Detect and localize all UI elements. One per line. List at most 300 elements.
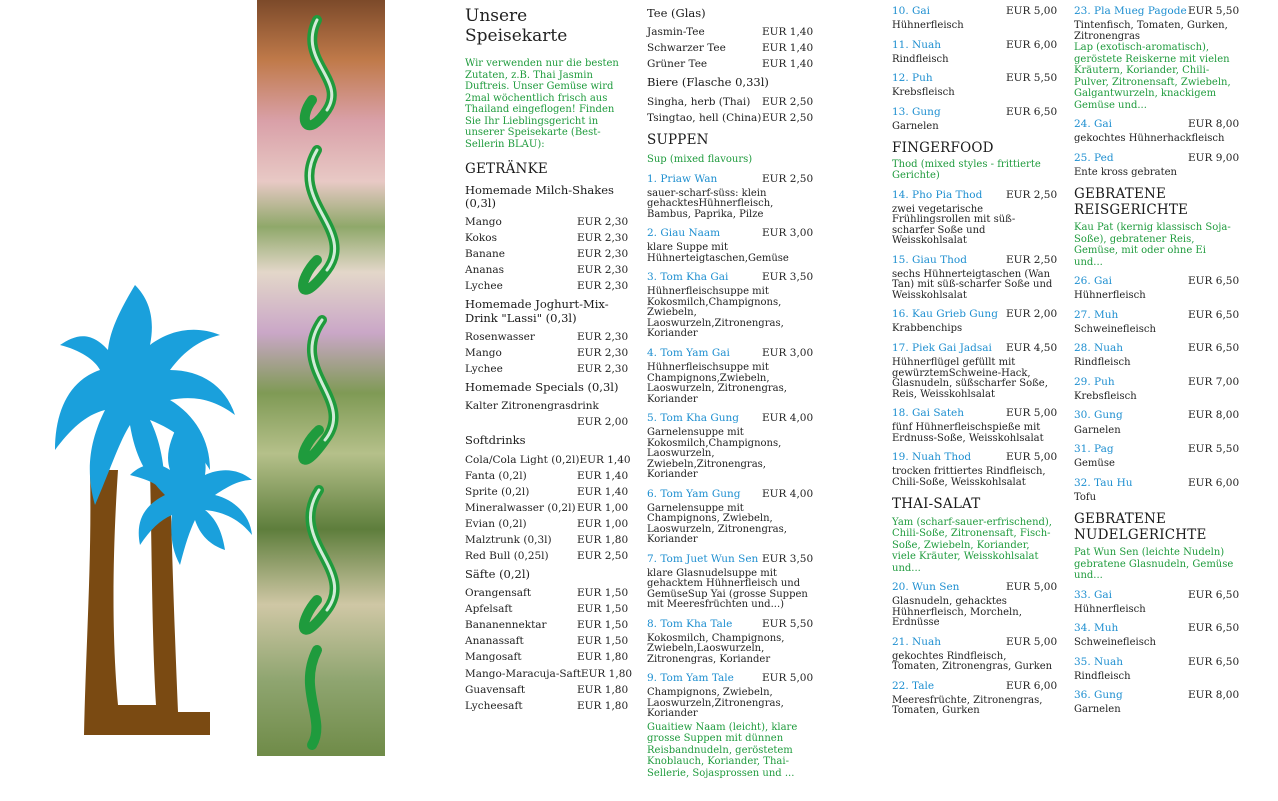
dish-price: EUR 5,00 bbox=[1006, 581, 1058, 594]
item-price: EUR 2,30 bbox=[577, 232, 629, 245]
dish-name: 12. Puh bbox=[892, 72, 933, 85]
dish-header bbox=[1074, 375, 1240, 388]
dish-header bbox=[892, 72, 1058, 85]
dish-description: Garnelensuppe mit Champignons, Zwiebeln, Laoswurzeln, Zitronengras, Koriander bbox=[647, 502, 787, 546]
section-heading-fried-rice: GEBRATENE REISGERICHTE bbox=[1074, 186, 1189, 218]
item-price: EUR 2,00 bbox=[577, 416, 629, 429]
dish-description: Glasnudeln, gehacktes Hühnerfleisch, Morcheln, Erdnüsse bbox=[892, 596, 1022, 629]
dish-item bbox=[1074, 443, 1240, 470]
food-photo-strip bbox=[257, 0, 385, 756]
palm-crown bbox=[55, 285, 252, 565]
menu-item bbox=[465, 469, 629, 482]
dish-name: 1. Priaw Wan bbox=[647, 172, 718, 185]
soups-continued-list bbox=[892, 5, 1058, 132]
dish-item bbox=[1074, 622, 1240, 649]
item-price: EUR 2,50 bbox=[577, 549, 629, 562]
dish-name: 32. Tau Hu bbox=[1074, 476, 1133, 489]
dish-price: EUR 6,00 bbox=[1006, 38, 1058, 51]
section-subtext-fried-rice: Kau Pat (kernig klassisch Soja-Soße), gebratener Reis, Gemüse, mit oder ohne Ei und... bbox=[1074, 222, 1231, 268]
dish-item bbox=[1074, 5, 1240, 42]
dish-price: EUR 9,00 bbox=[1188, 151, 1240, 164]
menu-column-2 bbox=[647, 0, 814, 779]
dish-price: EUR 5,00 bbox=[1006, 635, 1058, 648]
dish-description: Gemüse bbox=[1074, 458, 1115, 470]
menu-item bbox=[465, 416, 629, 429]
dish-price: EUR 6,50 bbox=[1188, 275, 1240, 288]
fried-noodles-list bbox=[1074, 588, 1240, 716]
dish-item bbox=[1074, 655, 1240, 683]
item-price: EUR 1,80 bbox=[577, 651, 629, 664]
dish-description: klare Suppe mit Hühnerteigtaschen,Gemüse bbox=[647, 242, 789, 264]
menu-column-3 bbox=[892, 0, 1058, 717]
item-name: Lychee bbox=[465, 362, 503, 375]
menu-item bbox=[465, 667, 633, 680]
dish-item bbox=[892, 5, 1058, 32]
dish-price: EUR 5,00 bbox=[762, 672, 814, 685]
menu-item bbox=[465, 346, 629, 359]
item-name: Orangensaft bbox=[465, 587, 532, 600]
section-heading-drinks: GETRÄNKE bbox=[465, 161, 548, 178]
dish-price: EUR 5,50 bbox=[762, 617, 814, 630]
menu-item bbox=[465, 453, 631, 466]
dish-item bbox=[647, 617, 814, 666]
dish-header bbox=[892, 581, 1058, 594]
dish-name: 27. Muh bbox=[1074, 308, 1119, 321]
page-title: Unsere Speisekarte bbox=[465, 6, 568, 46]
dish-price: EUR 4,00 bbox=[762, 487, 814, 500]
dish-header bbox=[1074, 655, 1240, 668]
menu-item bbox=[465, 485, 629, 498]
item-price: EUR 1,50 bbox=[577, 587, 629, 600]
item-name: Ananas bbox=[465, 264, 505, 277]
dish-description: Hühnerfleisch bbox=[892, 20, 964, 32]
dish-header bbox=[892, 341, 1058, 354]
dish-item bbox=[892, 72, 1058, 99]
dish-item bbox=[892, 341, 1058, 400]
dish-description: klare Glasnudelsuppe mit gehacktem Hühnerfleisch und GemüseSup Yai (grosse Suppen mit Meeresfrüchten und...) bbox=[647, 567, 808, 611]
dish-price: EUR 6,50 bbox=[1006, 105, 1058, 118]
dish-item bbox=[892, 407, 1058, 444]
guaitiew-description: Guaitiew Naam (leicht), klare grosse Suppen mit dünnen Reisbandnudeln, geröstetem Knoblauch, Koriander, Thai-Sellerie, Sojasprossen und ... bbox=[647, 721, 798, 779]
decoration-area bbox=[0, 0, 400, 797]
dish-name: 26. Gai bbox=[1074, 275, 1113, 288]
item-name: Mangosaft bbox=[465, 651, 522, 664]
dish-header bbox=[647, 227, 814, 240]
dish-price: EUR 8,00 bbox=[1188, 118, 1240, 131]
dish-item bbox=[1074, 375, 1240, 403]
dish-name: 20. Wun Sen bbox=[892, 581, 960, 594]
dish-header bbox=[647, 412, 814, 425]
section-heading-fingerfood: FINGERFOOD bbox=[892, 140, 994, 157]
item-price: EUR 1,40 bbox=[579, 453, 631, 466]
menu-column-1 bbox=[465, 0, 633, 716]
dish-price: EUR 4,50 bbox=[1006, 341, 1058, 354]
dish-item bbox=[892, 581, 1058, 629]
item-price: EUR 1,40 bbox=[577, 469, 629, 482]
menu-item bbox=[465, 362, 629, 375]
dish-description: Rindfleisch bbox=[1074, 670, 1131, 682]
beer-list bbox=[647, 95, 814, 124]
menu-item bbox=[465, 619, 629, 632]
item-price: EUR 1,50 bbox=[577, 619, 629, 632]
dish-description: Kokosmilch, Champignons, Zwiebeln,Laoswurzeln, Zitronengras, Koriander bbox=[647, 632, 785, 665]
dish-description: Ente kross gebraten bbox=[1074, 166, 1177, 178]
dish-header bbox=[892, 679, 1058, 692]
dish-description: gekochtes Hühnerhackfleisch bbox=[1074, 133, 1225, 145]
dish-price: EUR 5,00 bbox=[1006, 407, 1058, 420]
menu-item bbox=[647, 111, 814, 124]
section-subtext-soups: Sup (mixed flavours) bbox=[647, 154, 753, 166]
dish-name: 15. Giau Thod bbox=[892, 253, 967, 266]
dish-price: EUR 2,50 bbox=[762, 172, 814, 185]
dish-name: 11. Nuah bbox=[892, 38, 942, 51]
dish-description: zwei vegetarische Frühlingsrollen mit süß-scharfer Soße und Weisskohlsalat bbox=[892, 203, 1016, 247]
dish-name: 8. Tom Kha Tale bbox=[647, 617, 733, 630]
lap-description: Lap (exotisch-aromatisch), geröstete Reiskerne mit vielen Kräutern, Koriander, Chili-Pulver, Zitronensaft, Zwiebeln, Galgantwurzeln, knackigem Gemüse und... bbox=[1074, 42, 1231, 111]
dish-header bbox=[1074, 308, 1240, 321]
item-name: Kalter Zitronengrasdrink bbox=[465, 400, 599, 413]
dish-header bbox=[1074, 622, 1240, 635]
dish-header bbox=[647, 617, 814, 630]
dish-description: trocken frittiertes Rindfleisch, Chili-Soße, Weisskohlsalat bbox=[892, 466, 1046, 488]
dish-description: sauer-scharf-süss: klein gehacktesHühnerfleisch, Bambus, Paprika, Pilze bbox=[647, 187, 774, 220]
dish-description: Krabbenchips bbox=[892, 323, 963, 335]
intro-text: Wir verwenden nur die besten Zutaten, z.B. Thai Jasmin Duftreis. Unser Gemüse wird 2mal wöchentlich frisch aus Thailand eingeflogen! Finden Sie Ihr Lieblingsgericht in unserer Speisekarte (Best-Sellerin BLAU): bbox=[465, 58, 619, 150]
item-price: EUR 1,80 bbox=[577, 683, 629, 696]
dish-header bbox=[1074, 342, 1240, 355]
dish-header bbox=[1074, 151, 1240, 164]
soups-list bbox=[647, 172, 814, 720]
dish-description: Krebsfleisch bbox=[892, 87, 955, 99]
dish-item bbox=[1074, 342, 1240, 369]
dish-description: Garnelensuppe mit Kokosmilch,Champignons, Laoswurzeln, Zwiebeln,Zitronengras, Koriander bbox=[647, 427, 782, 481]
dish-header bbox=[1074, 476, 1240, 489]
item-name: Schwarzer Tee bbox=[647, 42, 726, 55]
dish-name: 16. Kau Grieb Gung bbox=[892, 308, 998, 321]
dish-name: 6. Tom Yam Gung bbox=[647, 487, 741, 500]
dish-description: Tintenfisch, Tomaten, Gurken, Zitronengras bbox=[1074, 20, 1228, 42]
dish-name: 25. Ped bbox=[1074, 151, 1114, 164]
dish-description: Hühnerfleisch bbox=[1074, 290, 1146, 302]
menu-item bbox=[465, 232, 629, 245]
dish-header bbox=[647, 487, 814, 500]
menu-item bbox=[465, 651, 629, 664]
dish-header bbox=[647, 552, 814, 565]
item-name: Malztrunk (0,3l) bbox=[465, 533, 552, 546]
dish-header bbox=[647, 271, 814, 284]
menu-item bbox=[647, 42, 814, 55]
dish-header bbox=[892, 5, 1058, 17]
item-price: EUR 2,30 bbox=[577, 248, 629, 261]
dish-description: gekochtes Rindfleisch, Tomaten, Zitronengras, Gurken bbox=[892, 650, 1053, 673]
dish-price: EUR 8,00 bbox=[1188, 409, 1240, 422]
item-name: Singha, herb (Thai) bbox=[647, 95, 751, 108]
item-price: EUR 1,40 bbox=[762, 26, 814, 39]
dish-item bbox=[892, 679, 1058, 717]
dish-item bbox=[1074, 118, 1240, 145]
dish-price: EUR 5,50 bbox=[1006, 72, 1058, 85]
dish-name: 23. Pla Mueg Pagode bbox=[1074, 5, 1187, 17]
fingerfood-list bbox=[892, 188, 1058, 488]
menu-item bbox=[465, 603, 629, 616]
item-name: Mango-Maracuja-Saft bbox=[465, 667, 581, 680]
item-name: Guavensaft bbox=[465, 683, 526, 696]
section-heading-fried-noodles: GEBRATENE NUDELGERICHTE bbox=[1074, 511, 1207, 543]
menu-item bbox=[465, 533, 629, 546]
item-name: Red Bull (0,25l) bbox=[465, 549, 549, 562]
dish-price: EUR 5,00 bbox=[1006, 451, 1058, 464]
item-price: EUR 1,50 bbox=[577, 603, 629, 616]
dish-price: EUR 3,00 bbox=[762, 227, 814, 240]
dish-header bbox=[1074, 588, 1240, 601]
dish-description: Rindfleisch bbox=[1074, 357, 1131, 369]
dish-item bbox=[647, 271, 814, 340]
item-name: Rosenwasser bbox=[465, 330, 535, 343]
dish-name: 22. Tale bbox=[892, 679, 935, 692]
dish-price: EUR 3,50 bbox=[762, 552, 814, 565]
dish-header bbox=[1074, 443, 1240, 456]
dish-header bbox=[647, 672, 814, 685]
dish-name: 17. Piek Gai Jadsai bbox=[892, 341, 992, 354]
dish-item bbox=[647, 227, 814, 264]
subheading-milk-shakes: Homemade Milch-Shakes (0,3l) bbox=[465, 182, 614, 210]
item-name: Apfelsaft bbox=[465, 603, 513, 616]
dish-name: 4. Tom Yam Gai bbox=[647, 346, 730, 359]
menu-item bbox=[465, 264, 629, 277]
dish-header bbox=[647, 346, 814, 359]
dish-price: EUR 4,00 bbox=[762, 412, 814, 425]
milk-shakes-list bbox=[465, 216, 629, 293]
menu-item bbox=[465, 330, 629, 343]
menu-item bbox=[465, 683, 629, 696]
dish-description: Champignons, Zwiebeln, Laoswurzeln,Zitronengras, Koriander bbox=[647, 687, 784, 720]
dish-item bbox=[892, 188, 1058, 247]
dish-name: 14. Pho Pia Thod bbox=[892, 188, 983, 201]
dish-item bbox=[647, 672, 814, 720]
dish-header bbox=[1074, 689, 1240, 702]
item-name: Lychee bbox=[465, 280, 503, 293]
menu-column-4 bbox=[1074, 0, 1240, 716]
menu-item bbox=[465, 501, 629, 514]
thai-salad-list bbox=[892, 581, 1058, 717]
dish-description: Garnelen bbox=[1074, 424, 1121, 436]
menu-item bbox=[465, 400, 625, 412]
dish-name: 5. Tom Kha Gung bbox=[647, 412, 739, 425]
item-name: Mango bbox=[465, 346, 502, 359]
dish-description: fünf Hühnerfleischspieße mit Erdnuss-Soße, Weisskohlsalat bbox=[892, 422, 1044, 444]
dish-price: EUR 8,00 bbox=[1188, 689, 1240, 702]
item-price: EUR 1,40 bbox=[762, 58, 814, 71]
menu-item bbox=[465, 248, 629, 261]
dish-price: EUR 5,00 bbox=[1006, 5, 1058, 17]
item-name: Lycheesaft bbox=[465, 699, 523, 712]
item-price: EUR 1,00 bbox=[577, 501, 629, 514]
item-name: Kokos bbox=[465, 232, 497, 245]
menu-item bbox=[465, 549, 629, 562]
item-name: Banane bbox=[465, 248, 505, 261]
dish-price: EUR 2,00 bbox=[1006, 308, 1058, 321]
softdrinks-list bbox=[465, 453, 631, 562]
menu-item bbox=[465, 635, 629, 648]
dish-item bbox=[647, 412, 814, 481]
item-price: EUR 1,40 bbox=[577, 485, 629, 498]
item-price: EUR 1,00 bbox=[577, 517, 629, 530]
dish-header bbox=[892, 407, 1058, 420]
dish-header bbox=[892, 105, 1058, 118]
dish-price: EUR 6,50 bbox=[1188, 342, 1240, 355]
dish-header bbox=[1074, 5, 1240, 17]
item-name: Fanta (0,2l) bbox=[465, 469, 527, 482]
dish-item bbox=[892, 38, 1058, 66]
dish-description: Garnelen bbox=[892, 120, 939, 132]
item-price: EUR 2,50 bbox=[762, 95, 814, 108]
item-price: EUR 2,30 bbox=[577, 346, 629, 359]
menu-item bbox=[465, 699, 629, 712]
item-name: Jasmin-Tee bbox=[647, 26, 705, 39]
dish-header bbox=[892, 451, 1058, 464]
item-name: Evian (0,2l) bbox=[465, 517, 527, 530]
dish-name: 30. Gung bbox=[1074, 409, 1123, 422]
menu-item bbox=[465, 587, 629, 600]
dish-description: Schweinefleisch bbox=[1074, 637, 1156, 649]
subheading-juices: Säfte (0,2l) bbox=[465, 566, 531, 581]
dish-description: Hühnerfleischsuppe mit Kokosmilch,Champignons, Zwiebeln, Laoswurzeln,Zitronengras, Koriander bbox=[647, 286, 784, 340]
dish-description: sechs Hühnerteigtaschen (Wan Tan) mit süß-scharfer Soße und Weisskohlsalat bbox=[892, 268, 1053, 301]
dish-price: EUR 6,50 bbox=[1188, 622, 1240, 635]
dish-item bbox=[647, 346, 814, 405]
dish-header bbox=[892, 38, 1058, 51]
dish-price: EUR 6,50 bbox=[1188, 588, 1240, 601]
dish-header bbox=[1074, 118, 1240, 131]
dish-price: EUR 7,00 bbox=[1188, 375, 1240, 388]
dish-header bbox=[892, 188, 1058, 201]
item-name: Grüner Tee bbox=[647, 58, 708, 71]
subheading-softdrinks: Softdrinks bbox=[465, 433, 526, 448]
dish-name: 29. Puh bbox=[1074, 375, 1115, 388]
dish-header bbox=[892, 253, 1058, 266]
dish-item bbox=[892, 451, 1058, 488]
item-name: Cola/Cola Light (0,2l) bbox=[465, 453, 580, 466]
section-heading-soups: SUPPEN bbox=[647, 131, 709, 148]
dish-item bbox=[892, 253, 1058, 302]
section-subtext-thai-salad: Yam (scharf-sauer-erfrischend), Chili-Soße, Zitronensaft, Fisch-Soße, Zwiebeln, Koriander, viele Kräuter, Weisskohlsalat und... bbox=[892, 516, 1052, 574]
dish-price: EUR 3,00 bbox=[762, 346, 814, 359]
juices-list bbox=[465, 587, 633, 712]
item-price: EUR 2,30 bbox=[577, 216, 629, 229]
fried-rice-list bbox=[1074, 275, 1240, 503]
subheading-beer: Biere (Flasche 0,33l) bbox=[647, 75, 769, 90]
dish-name: 18. Gai Sateh bbox=[892, 407, 965, 420]
dish-name: 9. Tom Yam Tale bbox=[647, 672, 734, 685]
item-price: EUR 1,50 bbox=[577, 635, 629, 648]
dish-item bbox=[892, 105, 1058, 133]
menu-item bbox=[647, 26, 814, 39]
section-subtext-fingerfood: Thod (mixed styles - frittierte Gerichte) bbox=[892, 158, 1041, 182]
dish-name: 7. Tom Juet Wun Sen bbox=[647, 552, 759, 565]
dish-name: 24. Gai bbox=[1074, 118, 1113, 131]
dish-name: 34. Muh bbox=[1074, 622, 1119, 635]
dish-description: Hühnerflügel gefüllt mit gewürztemSchweine-Hack, Glasnudeln, süßscharfer Soße, Reis, Weisskohlsalat bbox=[892, 357, 1048, 400]
dish-item bbox=[1074, 308, 1240, 336]
dish-price: EUR 2,50 bbox=[1006, 253, 1058, 266]
dish-name: 35. Nuah bbox=[1074, 655, 1124, 668]
subheading-tea: Tee (Glas) bbox=[647, 6, 706, 20]
dish-description: Krebsfleisch bbox=[1074, 390, 1137, 402]
dish-item bbox=[1074, 275, 1240, 302]
dish-price: EUR 5,50 bbox=[1188, 5, 1240, 17]
item-price: EUR 2,30 bbox=[577, 330, 629, 343]
menu-item bbox=[465, 517, 629, 530]
dish-price: EUR 6,50 bbox=[1188, 655, 1240, 668]
menu-item bbox=[647, 58, 814, 71]
tea-list bbox=[647, 26, 814, 71]
dish-price: EUR 6,00 bbox=[1188, 476, 1240, 489]
lap-list bbox=[1074, 118, 1240, 178]
item-price: EUR 2,30 bbox=[577, 280, 629, 293]
salad-continued-list bbox=[1074, 5, 1240, 42]
item-name: Tsingtao, hell (China) bbox=[647, 111, 762, 124]
dish-item bbox=[647, 487, 814, 546]
item-price: EUR 2,30 bbox=[577, 264, 629, 277]
dish-name: 10. Gai bbox=[892, 5, 931, 17]
subheading-specials: Homemade Specials (0,3l) bbox=[465, 379, 619, 394]
item-price: EUR 1,40 bbox=[762, 42, 814, 55]
item-name: Mineralwasser (0,2l) bbox=[465, 501, 576, 514]
item-price: EUR 1,80 bbox=[577, 699, 629, 712]
item-price: EUR 2,50 bbox=[762, 111, 814, 124]
dish-description: Garnelen bbox=[1074, 704, 1121, 716]
dish-item bbox=[1074, 151, 1240, 179]
subheading-lassi: Homemade Joghurt-Mix-Drink "Lassi" (0,3l) bbox=[465, 297, 609, 325]
dish-name: 28. Nuah bbox=[1074, 342, 1124, 355]
dish-price: EUR 3,50 bbox=[762, 271, 814, 284]
item-price: EUR 1,80 bbox=[577, 533, 629, 546]
dish-name: 31. Pag bbox=[1074, 443, 1114, 456]
dish-name: 2. Giau Naam bbox=[647, 227, 721, 240]
dish-item bbox=[1074, 409, 1240, 436]
dish-item bbox=[1074, 476, 1240, 504]
menu-item bbox=[647, 95, 814, 108]
dish-header bbox=[892, 308, 1058, 321]
item-name: Ananassaft bbox=[465, 635, 524, 648]
dish-name: 21. Nuah bbox=[892, 635, 942, 648]
dish-price: EUR 6,00 bbox=[1006, 679, 1058, 692]
lassi-list bbox=[465, 330, 629, 375]
dish-name: 13. Gung bbox=[892, 105, 941, 118]
menu-item bbox=[465, 216, 629, 229]
dish-description: Hühnerfleischsuppe mit Champignons,Zwiebeln, Laoswurzeln, Zitronengras, Koriander bbox=[647, 362, 787, 405]
dish-description: Schweinefleisch bbox=[1074, 323, 1156, 335]
dish-header bbox=[647, 172, 814, 185]
item-price: EUR 1,80 bbox=[580, 667, 633, 680]
pagode-script-logo bbox=[257, 0, 385, 756]
dish-item bbox=[1074, 689, 1240, 716]
dish-price: EUR 6,50 bbox=[1188, 308, 1240, 321]
dish-item bbox=[892, 308, 1058, 335]
dish-header bbox=[1074, 409, 1240, 422]
dish-name: 19. Nuah Thod bbox=[892, 451, 972, 464]
dish-name: 36. Gung bbox=[1074, 689, 1123, 702]
item-name: Sprite (0,2l) bbox=[465, 485, 530, 498]
dish-item bbox=[647, 552, 814, 611]
section-subtext-fried-noodles: Pat Wun Sen (leichte Nudeln) gebratene Glasnudeln, Gemüse und... bbox=[1074, 547, 1234, 582]
dish-header bbox=[1074, 275, 1240, 288]
dish-price: EUR 2,50 bbox=[1006, 188, 1058, 201]
dish-description: Hühnerfleisch bbox=[1074, 603, 1146, 615]
section-heading-thai-salad: THAI-SALAT bbox=[892, 496, 981, 513]
dish-name: 3. Tom Kha Gai bbox=[647, 271, 729, 284]
dish-description: Tofu bbox=[1074, 491, 1097, 503]
